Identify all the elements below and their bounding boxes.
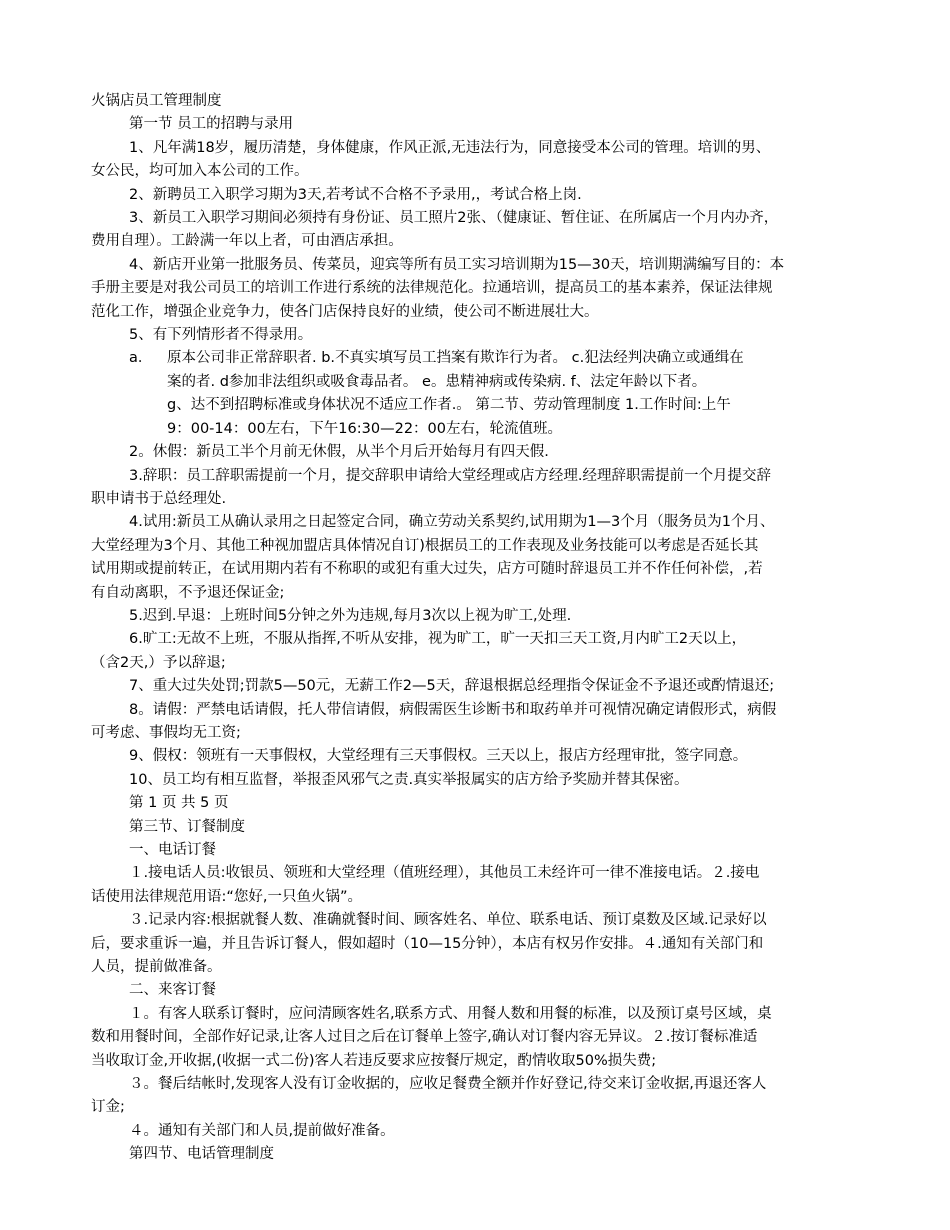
paragraph-line: 2、新聘员工入职学习期为3天,若考试不合格不予录用,，考试合格上岗.: [129, 186, 582, 203]
paragraph-line: 女公民，均可加入本公司的工作。: [91, 163, 309, 180]
section-heading: 第四节、电话管理制度: [129, 1146, 274, 1163]
paragraph-line: ３.记录内容:根据就餐人数、准确就餐时间、顾客姓名、单位、联系电话、预订桌数及区域.记录好以: [129, 912, 767, 929]
paragraph-line: 话使用法律规范用语:“您好,一只鱼火锅”。: [91, 888, 363, 905]
paragraph-line: 手册主要是对我公司员工的培训工作进行系统的法律规范化。拉通培训，提高员工的基本素养，保证法律规: [91, 280, 773, 297]
subsection-heading: 二、来客订餐: [129, 982, 216, 999]
paragraph-line: 4、新店开业第一批服务员、传菜员，迎宾等所有员工实习培训期为15—30天，培训期满编写目的：本: [129, 256, 785, 273]
paragraph-line: 1、凡年满18岁，履历清楚，身体健康，作风正派,无违法行为，同意接受本公司的管理。培训的男、: [129, 139, 771, 156]
paragraph-line: 7、重大过失处罚;罚款5—50元，无薪工作2—5天，辞退根据总经理指令保证金不予退还或酌情退还;: [129, 678, 775, 695]
paragraph-line: 当收取订金,开收据,(收据一式二份)客人若违反要求应按餐厅规定，酌情收取50%损失费;: [91, 1052, 657, 1069]
paragraph-line: 大堂经理为3个月、其他工种视加盟店具体情况自订)根据员工的工作表现及业务技能可以考虑是否延长其: [91, 537, 759, 554]
paragraph-line: 3、新员工入职学习期间必须持有身份证、员工照片2张、（健康证、暂住证、在所属店一个月内办齐，: [129, 210, 779, 227]
paragraph-line: 8。请假：严禁电话请假，托人带信请假，病假需医生诊断书和取药单并可视情况确定请假形式，病假: [129, 701, 777, 718]
paragraph-line: 人员，提前做准备。: [91, 959, 222, 976]
list-item: g、达不到招聘标准或身体状况不适应工作者.。 第二节、劳动管理制度 1.工作时间:上午: [167, 397, 731, 414]
paragraph-line: １。有客人联系订餐时，应问清顾客姓名,联系方式、用餐人数和用餐的标准，以及预订桌号区域，桌: [129, 1005, 772, 1022]
paragraph-line: 订金;: [91, 1099, 125, 1116]
list-marker: a．: [129, 350, 153, 367]
document-title: 火锅店员工管理制度: [91, 93, 222, 109]
paragraph-line: 4.试用:新员工从确认录用之日起签定合同，确立劳动关系契约,试用期为1—3个月（服务员为1个月、: [129, 514, 775, 531]
list-item: 原本公司非正常辞职者. b.不真实填写员工挡案有欺诈行为者。 c.犯法经判决确立或通缉在: [167, 350, 744, 367]
paragraph-line: 3.辞职：员工辞职需提前一个月，提交辞职申请给大堂经理或店方经理.经理辞职需提前一个月提交辞: [129, 467, 771, 484]
paragraph-line: ３。餐后结帐时,发现客人没有订金收据的，应收足餐费全额并作好登记,待交来订金收据,再退还客人: [129, 1076, 767, 1093]
list-item: 9：00-14：00左右，下午16:30—22：00左右，轮流值班。: [167, 420, 562, 437]
paragraph-line: 试用期或提前转正，在试用期内若有不称职的或犯有重大过失，店方可随时辞退员工并不作任何补偿，,若: [91, 561, 763, 578]
paragraph-line: 可考虑、事假均无工资;: [91, 724, 241, 741]
section-heading: 第三节、订餐制度: [129, 818, 245, 835]
paragraph-line: ４。通知有关部门和人员,提前做好准备。: [129, 1122, 395, 1139]
paragraph-line: 数和用餐时间，全部作好记录,让客人过目之后在订餐单上签字,确认对订餐内容无异议。２.按订餐标准适: [91, 1029, 758, 1046]
paragraph-line: 6.旷工:无故不上班，不服从指挥,不听从安排，视为旷工，旷一天扣三天工资,月内旷工2天以上，: [129, 631, 747, 648]
paragraph-line: 9、假权：领班有一天事假权，大堂经理有三天事假权。三天以上，报店方经理审批，签字同意。: [129, 748, 748, 765]
document-page: [91, 90, 861, 1167]
paragraph-line: （含2天,）予以辞退;: [91, 654, 226, 671]
paragraph-line: 范化工作，增强企业竞争力，使各门店保持良好的业绩，使公司不断进展壮大。: [91, 303, 599, 320]
section-heading: 第一节 员工的招聘与录用: [129, 116, 294, 133]
page-number: 第 1 页 共 5 页: [129, 795, 229, 812]
paragraph-line: 职申请书于总经理处.: [91, 490, 227, 507]
paragraph-line: 费用自理）。工龄满一年以上者，可由酒店承担。: [91, 233, 403, 250]
paragraph-line: 10、员工均有相互监督，举报歪风邪气之责.真实举报属实的店方给予奖励并替其保密。: [129, 771, 689, 788]
paragraph-line: １.接电话人员:收银员、领班和大堂经理（值班经理），其他员工未经许可一律不准接电话。２.接电: [129, 865, 760, 882]
paragraph-line: 2。休假：新员工半个月前无休假，从半个月后开始每月有四天假.: [129, 444, 549, 461]
alpha-list: [91, 347, 861, 441]
list-item: 案的者. d参加非法组织或吸食毒品者。 e。患精神病或传染病. f、法定年龄以下者。: [167, 373, 707, 390]
paragraph-line: 5、有下列情形者不得录用。: [129, 327, 313, 344]
paragraph-line: 后，要求重诉一遍，并且告诉订餐人，假如超时（10—15分钟），本店有权另作安排。４.通知有关部门和: [91, 935, 764, 952]
subsection-heading: 一、电话订餐: [129, 842, 216, 858]
paragraph-line: 5.迟到.早退：上班时间5分钟之外为违规,每月3次以上视为旷工,处理.: [129, 607, 572, 624]
paragraph-line: 有自动离职，不予退还保证金;: [91, 584, 285, 601]
